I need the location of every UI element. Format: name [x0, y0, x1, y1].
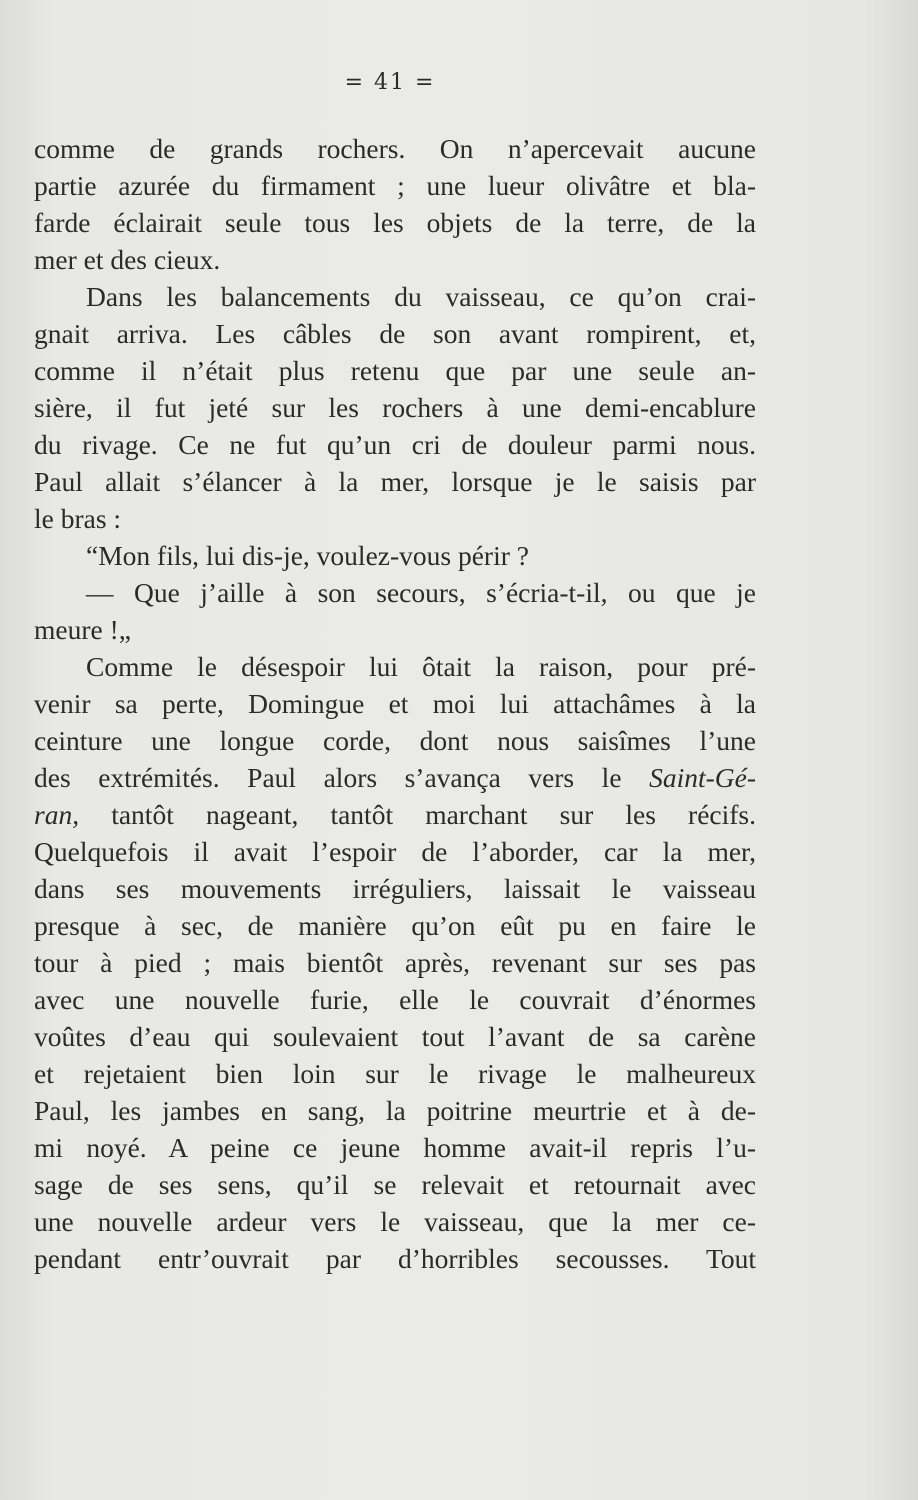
- text-line: [34, 167, 756, 204]
- text-line: [34, 796, 756, 833]
- text-segment: du rivage. Ce ne fut qu’un cri de douleur parmi nous.: [34, 429, 756, 460]
- text-line: [34, 463, 756, 500]
- text-line: [34, 1166, 756, 1203]
- text-line: [34, 685, 756, 722]
- text-line: [34, 389, 756, 426]
- text-line: [34, 722, 756, 759]
- text-segment: tantôt nageant, tantôt marchant sur les récifs.: [79, 799, 756, 830]
- text-segment: — Que j’aille à son secours, s’écria-t-il, ou que je: [86, 577, 756, 608]
- text-segment: tour à pied ; mais bientôt après, revenant sur ses pas: [34, 947, 756, 978]
- text-segment: le bras :: [34, 503, 122, 534]
- text-line: [34, 537, 756, 574]
- italic-text: ran,: [34, 799, 80, 830]
- text-segment: Quelquefois il avait l’espoir de l’aborder, car la mer,: [34, 836, 756, 867]
- page-number: = 41 =: [344, 70, 436, 95]
- text-segment: venir sa perte, Domingue et moi lui attachâmes à la: [34, 688, 756, 719]
- text-segment: Paul, les jambes en sang, la poitrine meurtrie et à de-: [34, 1095, 756, 1126]
- text-segment: meure !„: [34, 614, 131, 645]
- text-segment: comme de grands rochers. On n’apercevait aucune: [34, 133, 756, 164]
- text-line: [34, 981, 756, 1018]
- text-segment: voûtes d’eau qui soulevaient tout l’avant de sa carène: [34, 1021, 756, 1052]
- text-segment: presque à sec, de manière qu’on eût pu en faire le: [34, 910, 756, 941]
- text-line: [34, 907, 756, 944]
- text-segment: gnait arriva. Les câbles de son avant rompirent, et,: [34, 318, 756, 349]
- text-segment: Comme le désespoir lui ôtait la raison, pour pré-: [86, 651, 756, 682]
- text-line: [34, 574, 756, 611]
- text-line: [34, 500, 756, 537]
- text-line: [34, 278, 756, 315]
- text-segment: une nouvelle ardeur vers le vaisseau, que la mer ce-: [34, 1206, 756, 1237]
- text-line: [34, 315, 756, 352]
- text-segment: Dans les balancements du vaisseau, ce qu’on crai-: [86, 281, 756, 312]
- text-line: [34, 241, 756, 278]
- text-segment: partie azurée du firmament ; une lueur olivâtre et bla-: [34, 170, 756, 201]
- text-line: [34, 648, 756, 685]
- text-segment: farde éclairait seule tous les objets de la terre, de la: [34, 207, 756, 238]
- text-line: [34, 352, 756, 389]
- text-line: [34, 1129, 756, 1166]
- text-segment: sière, il fut jeté sur les rochers à une demi-encablure: [34, 392, 756, 423]
- text-segment: dans ses mouvements irréguliers, laissait le vaisseau: [34, 873, 756, 904]
- text-line: [34, 944, 756, 981]
- text-line: [34, 611, 756, 648]
- text-line: [34, 1055, 756, 1092]
- text-segment: et rejetaient bien loin sur le rivage le malheureux: [34, 1058, 756, 1089]
- text-line: [34, 204, 756, 241]
- text-line: [34, 833, 756, 870]
- text-segment: ceinture une longue corde, dont nous saisîmes l’une: [34, 725, 756, 756]
- text-segment: avec une nouvelle furie, elle le couvrait d’énormes: [34, 984, 756, 1015]
- text-line: [34, 1018, 756, 1055]
- text-segment: comme il n’était plus retenu que par une seule an-: [34, 355, 756, 386]
- text-line: [34, 759, 756, 796]
- text-segment: mi noyé. A peine ce jeune homme avait-il repris l’u-: [34, 1132, 756, 1163]
- text-line: [34, 426, 756, 463]
- text-line: [34, 870, 756, 907]
- text-segment: des extrémités. Paul alors s’avança vers le: [34, 762, 650, 793]
- text-line: [34, 130, 756, 167]
- body-text: [34, 130, 756, 1277]
- text-segment: mer et des cieux.: [34, 244, 221, 275]
- text-line: [34, 1092, 756, 1129]
- text-line: [34, 1203, 756, 1240]
- text-line: [34, 1240, 756, 1277]
- text-segment: “Mon fils, lui dis-je, voulez-vous périr ?: [86, 540, 529, 571]
- text-segment: Paul allait s’élancer à la mer, lorsque je le saisis par: [34, 466, 756, 497]
- italic-text: Saint-Gé-: [649, 762, 756, 793]
- text-segment: pendant entr’ouvrait par d’horribles secousses. Tout: [34, 1243, 756, 1274]
- text-segment: sage de ses sens, qu’il se relevait et retournait avec: [34, 1169, 756, 1200]
